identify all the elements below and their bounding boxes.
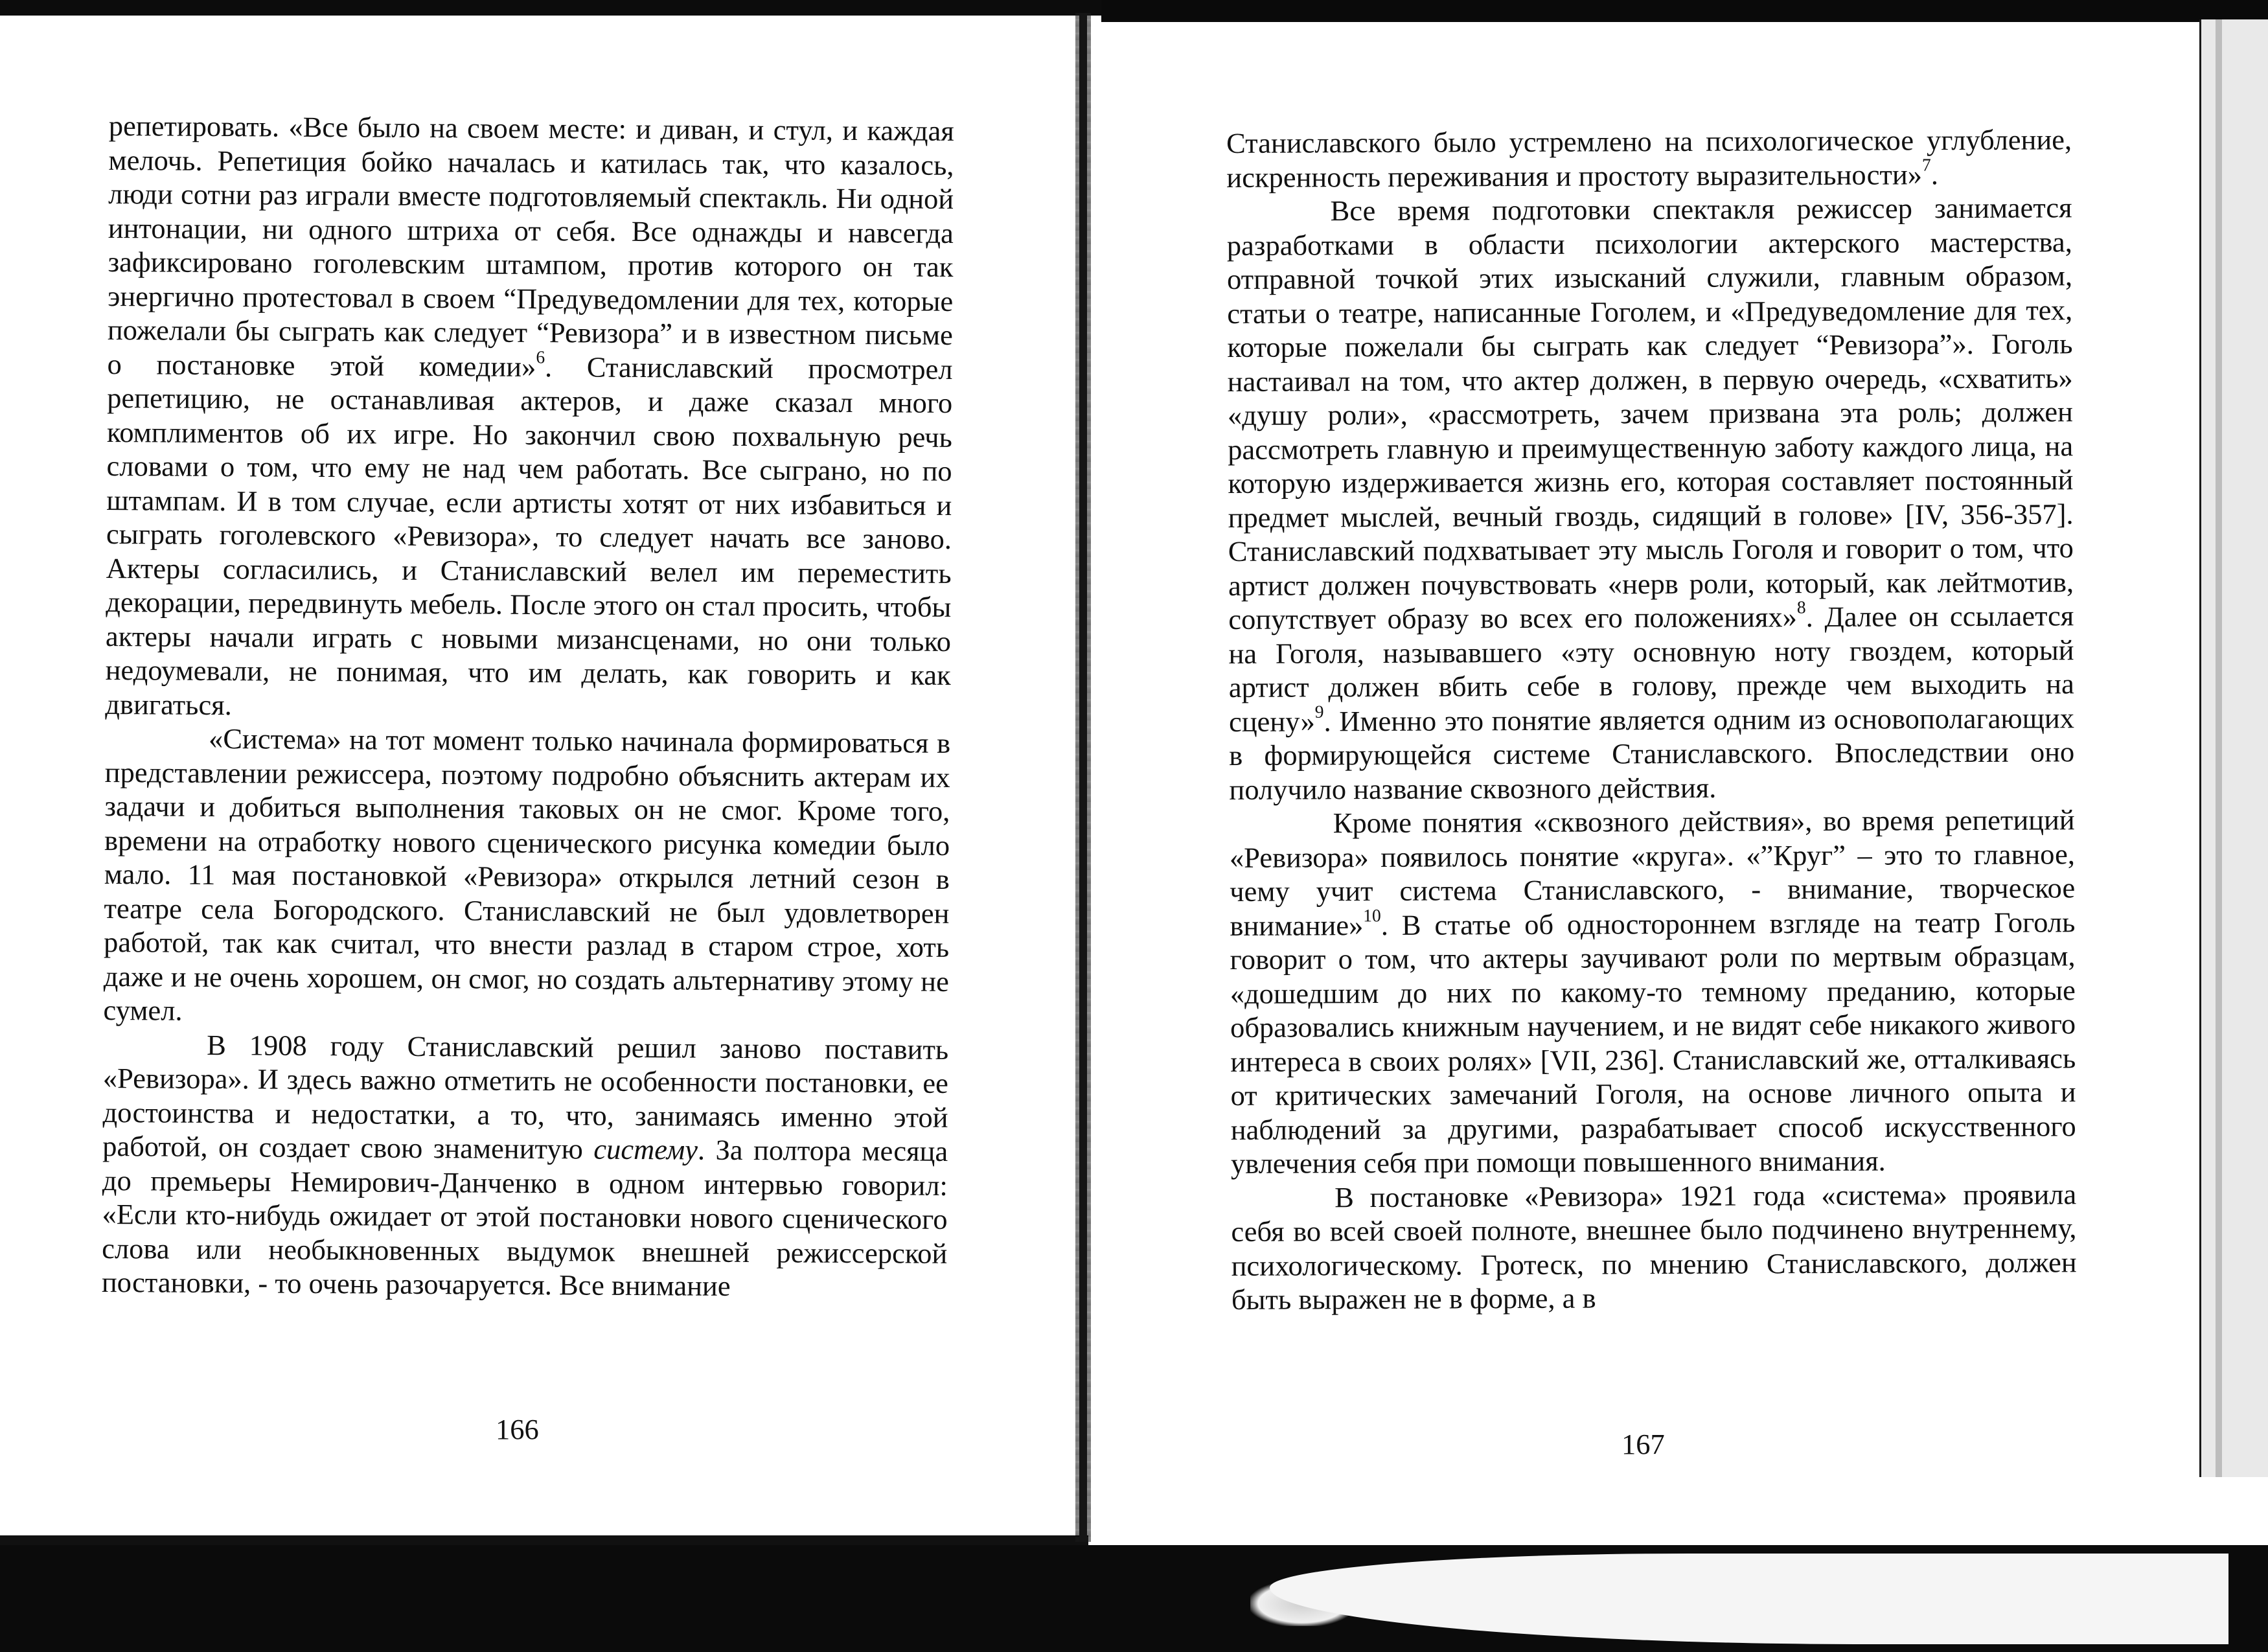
paragraph bbox=[1226, 122, 2072, 194]
footnote-ref: 9 bbox=[1314, 701, 1324, 722]
footnote-ref: 7 bbox=[1921, 154, 1931, 175]
footnote-ref: 6 bbox=[536, 346, 545, 367]
text-run: . Далее он ссылается на Гоголя, называвшего «эту основную ноту гвоздем, который артист должен вбить себе в голову, прежде чем выходить на сцену» bbox=[1228, 599, 2074, 738]
footnote-ref: 8 bbox=[1796, 597, 1806, 617]
scan-top-shadow-right bbox=[1101, 0, 2268, 22]
text-run: . В статье об одностороннем взгляде на театр Гоголь говорит о том, что актеры заучивают роли по мертвым образцам, «дошедшим до них по какому-то темному преданию, которые образовались книжным научением, и не видят себе никакого живого интереса в своих ролях» [VII, 236]. Станиславский же, отталкиваясь от критических замечаний Гоголя, на основе личного опыта и наблюдений за другими, разрабатывает способ искусственного увлечения себя при помощи повышенного внимания. bbox=[1230, 905, 2076, 1180]
left-page-number: 166 bbox=[496, 1413, 539, 1445]
paragraph bbox=[1231, 1177, 2077, 1317]
text-run: . Станиславский просмотрел репетицию, не останавливая актеров, и даже сказал много комплиментов об их игре. Но закончил свою похвальную речь словами о том, что ему не над чем работать. Все сыграно, но по штампам. И в том случае, если артисты хотят от них избавиться и сыграть гоголевского «Ревизора», то следует начать все заново. Актеры согласились, и Станиславский велел им переместить декорации, передвинуть мебель. После этого он стал просить, чтобы актеры начали играть с новыми мизансценами, но они только недоумевали, не понимая, что им делать, как говорить и как двигаться. bbox=[105, 350, 953, 721]
text-run: Станиславского было устремлено на психологическое углубление, искренность переживания и простоту выразительности» bbox=[1226, 123, 2072, 194]
text-run: Все время подготовки спектакля режиссер занимается разработками в области психологии актерского мастерства, отправной точкой этих изысканий служили, главным образом, статьи о театре, написанные Гоголем, и «Предуведомление для тех, которые пожелали бы сыграть как следует “Ревизора”». Гоголь настаивал на том, что актер должен, в первую очередь, «схватить» «душу роли», «рассмотреть, зачем призвана эта роль; должен рассмотреть главную и преимущественную заботу каждого лица, на которую издерживается жизнь его, которая составляет постоянный предмет мыслей, вечный гвоздь, сидящий в голове» [IV, 356-357]. Станиславский подхватывает эту мысль Гоголя и говорит о том, что артист должен почувствовать «нерв роли, который, как лейтмотив, сопутствует образу во всех его положениях» bbox=[1226, 191, 2074, 636]
text-run: В постановке «Ревизора» 1921 года «система» проявила себя во всей своей полноте, внешнее было подчинено внутреннему, психологическому. Гротеск, по мнению Станиславского, должен быть выражен не в форме, а в bbox=[1231, 1177, 2077, 1316]
page-edge-right bbox=[2199, 19, 2268, 1477]
text-run: репетировать. «Все было на своем месте: и диван, и стул, и каждая мелочь. Репетиция бойко началась и катилась так, что казалось, люди сотни раз играли вместе подготовляемый спектакль. Ни одной интонации, ни одного штриха от себя. Все однажды и навсегда зафиксировано гоголевским штампом, против которого он так энергично протестовал в своем “Предуведомлении для тех, которые пожелали бы сыграть как следует “Ревизора” и в известном письме о постановке этой комедии» bbox=[107, 109, 954, 383]
right-page-body bbox=[1226, 122, 2077, 1316]
text-run: «Система» на тот момент только начинала формироваться в представлении режиссера, поэтому подробно объяснить актерам их задачи и добиться выполнения таковых он не смог. Кроме того, времени на отработку нового сценического рисунка комедии было мало. 11 мая постановкой «Ревизора» открылся летний сезон в театре села Богородского. Станиславский не был удовлетворен работой, так как считал, что внести разлад в старом строе, хоть даже и не очень хорошем, он смог, но создать альтернативу этому не сумел. bbox=[103, 722, 951, 1027]
paragraph bbox=[1226, 190, 2074, 807]
page-edge-right-line bbox=[2216, 19, 2222, 1477]
paragraph bbox=[102, 1027, 949, 1304]
text-run: В 1908 году Станиславский решил заново поставить «Ревизора». И здесь важно отметить не особенности постановки, ее достоинства и недостатки, а то, что, занимаясь именно этой работой, он создает свою знаменитую bbox=[102, 1028, 949, 1165]
paragraph bbox=[103, 721, 950, 1032]
text-run: . Именно это понятие является одним из основополагающих в формирующейся системе Станиславского. Впоследствии оно получило название сквозного действия. bbox=[1229, 701, 2075, 806]
paragraph bbox=[105, 109, 954, 726]
book-gutter bbox=[1079, 13, 1087, 1542]
emphasis: систему bbox=[593, 1132, 698, 1166]
text-run: Кроме понятия «сквозного действия», во время репетиций «Ревизора» появилось понятие «круга». «”Круг” – это то главное, чему учит система Станиславского, - внимание, творческое внимание» bbox=[1229, 803, 2076, 942]
right-page-number: 167 bbox=[1621, 1428, 1665, 1460]
left-page-body bbox=[102, 109, 954, 1304]
text-run: . За полтора месяца до премьеры Немирович-Данченко в одном интервью говорил: «Если кто-нибудь ожидает от этой постановки нового сценического слова или необыкновенных выдумок внешней режиссерской постановки, - то очень разочаруется. Все внимание bbox=[101, 1133, 948, 1302]
footnote-ref: 10 bbox=[1363, 904, 1381, 925]
paragraph bbox=[1230, 803, 2077, 1180]
text-run: . bbox=[1930, 157, 1939, 190]
